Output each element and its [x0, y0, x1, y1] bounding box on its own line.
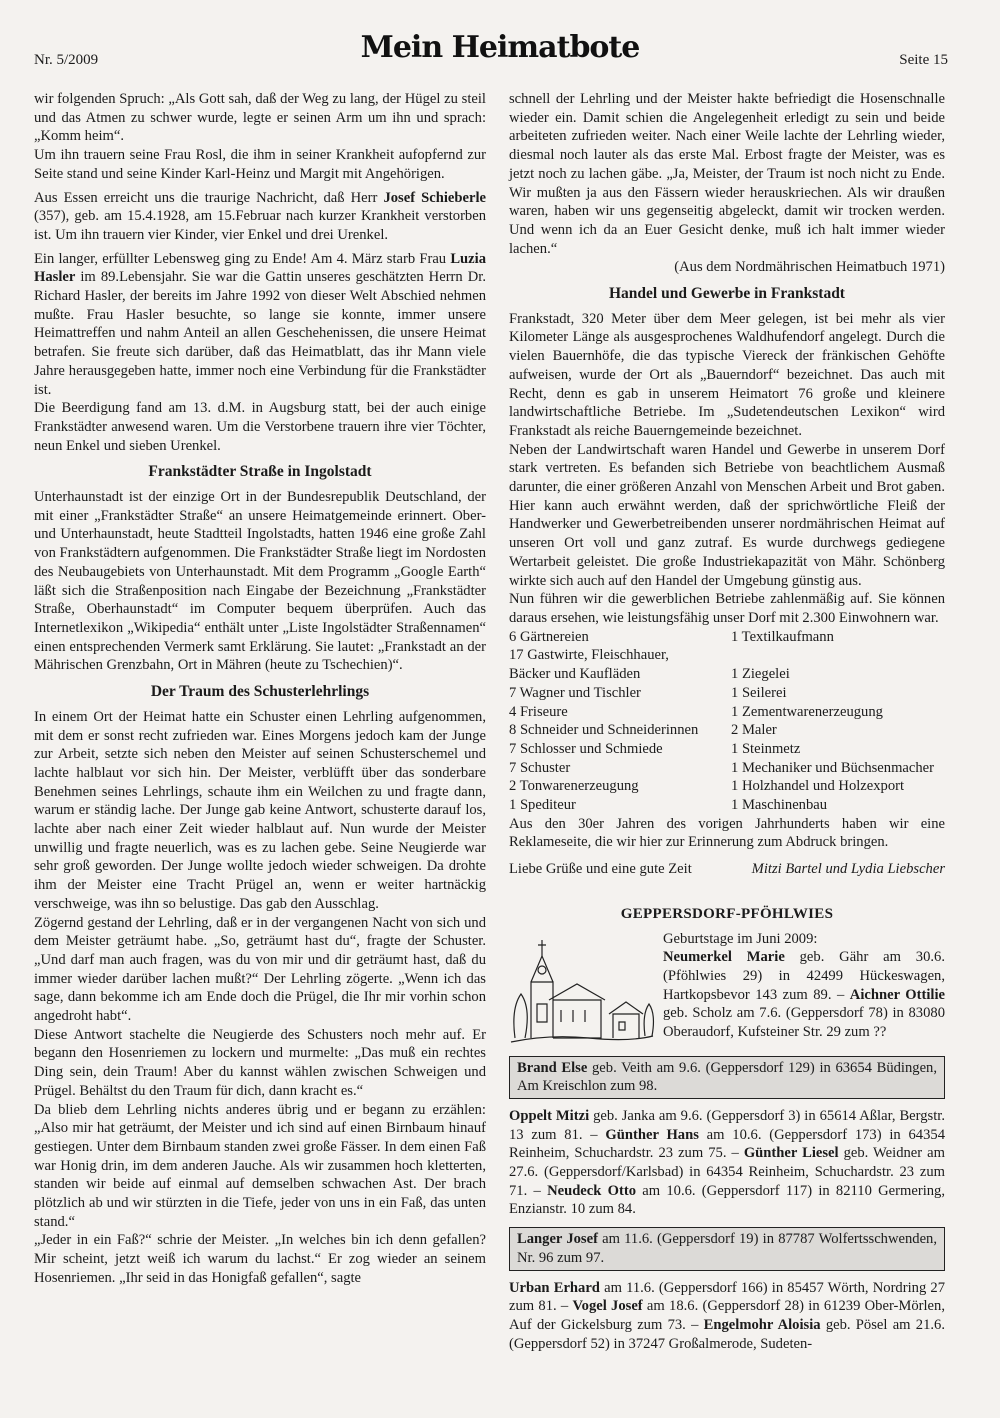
- list-item: 1 Spediteur: [509, 797, 576, 814]
- right-column: [509, 90, 945, 1353]
- highlight-box: Langer Josef am 11.6. (Geppersdorf 19) in 87787 Wolfertsschwenden, Nr. 96 zum 97.: [509, 1227, 945, 1270]
- business-list-right: [731, 628, 945, 815]
- list-item: 1 Ziegelei: [731, 666, 790, 683]
- subheading: Geburtstage im Juni 2009:: [663, 930, 818, 947]
- paragraph: „Jeder in ein Faß?“ schrie der Meister. „In welches bin ich denn gefallen? Mir scheint, jetzt weiß ich warum du lachst.“ Er zog wieder an seinem Hosenriemen. „Ihr seid in das Honigfaß gefallen“, sagte: [34, 1232, 486, 1286]
- paragraph: Frankstadt, 320 Meter über dem Meer gelegen, ist bei mehr als vier Kilometer Länge als ausgesprochenes Waldhufendorf angelegt. Durch die vielen Bauernhöfe, die das typische Viereck der fränkischen Gehöfte aufweisen, wurde der Ort als „Bauerndorf“ bezeichnet. Das auch mit Recht, denn es gab in unserem Heimatort 76 große und kleinere landwirtschaftliche Betriebe. Im „Sudetendeutschen Lexikon“ wird Frankstadt als reiche Bauerngemeinde bezeichnet.: [509, 310, 945, 439]
- source-citation: (Aus dem Nordmährischen Heimatbuch 1971): [674, 259, 945, 276]
- church-illustration: [509, 930, 655, 1048]
- highlight-box: Brand Else geb. Veith am 9.6. (Geppersdorf 129) in 63654 Büdingen, Am Kreischlon zum 98.: [509, 1056, 945, 1099]
- paragraph: Zögernd gestand der Lehrling, daß er in der vergangenen Nacht von sich und dem Meister geträumt habe. „So, geträumt hast du“, fragte der Schuster. „Und darf man auch fragen, was du von mir und dir geträumt hast, daß du immer wieder darüber lachen mußt?“ Der Lehrling zögerte. „Wenn ich das sage, dann bekomme ich am Ende doch die Prügel, die Ihr mir vorhin schon angedroht habt“.: [34, 914, 486, 1025]
- paragraph: Diese Antwort stachelte die Neugierde des Schusters noch mehr auf. Er begann den Hosenriemen zu lockern und murmelte: „Das muß ein rechtes Ding sein, dein Traum! Aber du kannst wählen zwischen Schweigen und Prügel. Behältst du den Traum für dich, dann kracht es.“: [34, 1026, 486, 1099]
- paragraph: Da blieb dem Lehrling nichts anderes übrig und er begann zu erzählen: „Also mir hat geträumt, der Meister und ich sind auf einen Birnbaum hinauf gestiegen. Unter dem Birnbaum standen zwei große Fässer. In dem einen Faß war Honig drin, im dem anderen Jauche. Als wir zusammen hoch kletterten, standen wir beide auf einmal auf demselben schwachen Ast. Der brach plötzlich ab und wir stürzten in die Tiefe, jeder von uns in ein Faß, das unten stand.“: [34, 1101, 486, 1230]
- paragraph: Ein langer, erfüllter Lebensweg ging zu Ende! Am 4. März starb Frau Luzia Hasler im 89.Lebensjahr. Sie war die Gattin unseres geschätzten Herrn Dr. Richard Hasler, der bereits im Jahre 1992 von dieser Welt Abschied nehmen mußte. Frau Hasler besuchte, so lange sie konnte, immer unsere Heimattreffen und nahm Anteil an allen Geschehenissen, die unsere Heimat betrafen. Sie freute sich darüber, daß das Heimatblatt, das ihr Mann viele Jahre herausgegeben hatte, immer noch eine Verbindung für die Frankstädter ist.: [34, 250, 486, 398]
- paragraph: Aus den 30er Jahren des vorigen Jahrhunderts haben wir eine Reklameseite, die wir hier zur Erinnerung zum Abdruck bringen.: [509, 815, 945, 851]
- business-list-left: [509, 628, 731, 815]
- greeting-line: [509, 860, 945, 879]
- list-item: 7 Schuster: [509, 759, 571, 776]
- paragraph: Neben der Landwirtschaft waren Handel und Gewerbe in unserem Dorf stark vertreten. Es befanden sich Betriebe von beachtlichem Ausmaß darunter, die einer größeren Anzahl von Menschen Arbeit und Brot gaben. Hier kann auch erwähnt werden, daß der sprichwörtliche Fleiß der Handwerker und Gewerbetreibenden unserer nordmährischen Heimat auf unseren Ort voll und ganz zutraf. Es wurde durchwegs gediegene Wertarbeit geleistet. Die große Industriekapazität von Mähr. Schönberg wirkte sich auch auf den Handel der Umgebung günstig aus.: [509, 441, 945, 589]
- list-item: 1 Holzhandel und Holzexport: [731, 778, 905, 795]
- list-item: 7 Schlosser und Schmiede: [509, 740, 663, 757]
- list-item: 8 Schneider und Schneiderinnen: [509, 722, 699, 739]
- list-item: 2 Tonwarenerzeugung: [509, 778, 639, 795]
- paragraph: wir folgenden Spruch: „Als Gott sah, daß der Weg zu lang, der Hügel zu steil und das Atmen zu schwer wurde, legte er seinen Arm um ihn und sprach: „Komm heim“.: [34, 91, 486, 145]
- person-name: Josef Schieberle: [383, 189, 486, 206]
- list-item: 1 Seilerei: [731, 684, 787, 701]
- issue-number: Nr. 5/2009: [34, 52, 99, 68]
- paragraph: Die Beerdigung fand am 13. d.M. in Augsburg statt, bei der auch einige Frankstädter anwesend waren. Um die Verstorbene trauern ihre vier Töchter, neun Enkel und sieben Urenkel.: [34, 400, 486, 454]
- birthday-entry: Urban Erhard am 11.6. (Geppersdorf 166) in 85457 Wörth, Nordring 27 zum 81. – Vogel Josef am 18.6. (Geppersdorf 28) in 61239 Ober-Mörlen, Auf der Gickelsburg zum 73. – Engelmohr Aloisia geb. Pösel am 21.6. (Geppersdorf 52) in 37247 Großalmerode, Sudeten-: [509, 1279, 945, 1352]
- section-heading: GEPPERSDORF-PFÖHLWIES: [620, 905, 834, 922]
- list-item: 2 Maler: [731, 722, 777, 739]
- paragraph: Aus Essen erreicht uns die traurige Nachricht, daß Herr Josef Schieberle (357), geb. am 15.4.1928, am 15.Februar nach kurzer Krankheit verstorben ist. Um ihn trauern vier Kinder, vier Enkel und drei Urenkel.: [34, 189, 486, 243]
- paragraph: In einem Ort der Heimat hatte ein Schuster einen Lehrling aufgenommen, mit dem er sonst recht zufrieden war. Eines Morgens jedoch kam der Junge zur Arbeit, setzte sich neben den Meister auf seinen Schusterschemel und lachte halblaut vor sich hin. Der Meister, verblüfft über das sonderbare Benehmen seines Lehrlings, schaute ihm ein Weilchen zu und fragte dann, warum er ständig lache. Der Junge gab keine Antwort, schusterte darauf los, lachte aber nach einer Zeit wieder halblaut auf. Nun wurde der Meister unwillig und fragte neuerlich, was es zu lachen gebe. Seine Neugierde war sehr groß geworden. Der Junge wollte jedoch wieder schweigen. Da drohte ihm der Meister eine Tracht Prügel an, wenn er weiter hartnäckig verschweige, was ihn so belustige. Das gab den Ausschlag.: [34, 708, 486, 912]
- list-item: Bäcker und Kaufläden: [509, 666, 641, 683]
- list-item: 7 Wagner und Tischler: [509, 684, 641, 701]
- list-item: 1 Mechaniker und Büchsenmacher: [731, 759, 935, 776]
- list-item: 1 Zementwarenerzeugung: [731, 703, 883, 720]
- list-item: 1 Steinmetz: [731, 740, 801, 757]
- section-heading: Frankstädter Straße in Ingolstadt: [148, 463, 372, 481]
- birthday-entry: Oppelt Mitzi geb. Janka am 9.6. (Geppersdorf 3) in 65614 Aßlar, Bergstr. 13 zum 81. – Günther Hans am 10.6. (Geppersdorf 173) in 64354 Reinheim, Schuchardstr. 23 zum 75. – Günther Liesel geb. Weidner am 27.6. (Geppersdorf/Karlsbad) in 64354 Reinheim, Schuchardstr. 23 zum 71. – Neudeck Otto am 10.6. (Geppersdorf 117) in 82110 Germering, Enzianstr. 10 zum 84.: [509, 1107, 945, 1218]
- left-column: [34, 90, 486, 1288]
- person-name: Luzia Hasler: [34, 250, 486, 286]
- list-item: 6 Gärtnereien: [509, 628, 589, 645]
- section-heading: Handel und Gewerbe in Frankstadt: [609, 285, 845, 303]
- list-item: 17 Gastwirte, Fleischhauer,: [509, 647, 669, 664]
- list-item: 1 Textilkaufmann: [731, 628, 834, 645]
- page-number: Seite 15: [899, 52, 948, 68]
- business-list: [509, 628, 945, 815]
- birthday-entry: Neumerkel Marie geb. Gähr am 30.6. (Pföhlwies 29) in 42499 Hückeswagen, Hartkopsbevor 143 zum 89. – Aichner Ottilie geb. Scholz am 7.6. (Geppersdorf 78) in 83080 Oberaudorf, Kufsteiner Str. 29 zum ??: [663, 949, 946, 1041]
- signature: Mitzi Bartel und Lydia Liebscher: [751, 861, 945, 878]
- greeting: Liebe Grüße und eine gute Zeit: [509, 861, 692, 878]
- paragraph: Um ihn trauern seine Frau Rosl, die ihm in seiner Krankheit aufopfernd zur Seite stand und seine Kinder Karl-Heinz und Margit mit Angehörigen.: [34, 147, 486, 182]
- paragraph: Unterhaunstadt ist der einzige Ort in der Bundesrepublik Deutschland, der mit einer „Frankstädter Straße“ an unsere Heimatgemeinde erinnert. Ober- und Unterhaunstadt, heute Stadtteil Ingolstadts, hatten 1946 eine große Zahl von Frankstädtern aufgenommen. Die Frankstädter Straße liegt im Nordosten des Neubaugebiets von Unterhaunstadt. Mit dem Programm „Google Earth“ läßt sich die Straßenposition nach Eingabe der Bezeichnung „Frankstädter Straße, Oberhaunstadt“ im Computer bequem überprüfen. Auch das Internetlexikon „Wikipedia“ enthält unter „Liste Ingolstädter Straßennamen“ einen entsprechenden Vermerk samt Erklärung. Sie lautet: „Frankstadt an der Mährischen Grenzbahn, Ort in Mähren (heute zu Tschechien)“.: [34, 489, 486, 674]
- list-item: 1 Maschinenbau: [731, 797, 828, 814]
- birthday-intro: [509, 930, 945, 1048]
- paragraph: schnell der Lehrling und der Meister hakte befriedigt die Hosenschnalle wieder ein. Damit schien die Angelegenheit erledigt zu sein und beide arbeiteten zufrieden weiter. Nach einer Weile lachte der Lehrling wieder, diesmal noch lauter als das erste Mal. Erbost fragte der Meister, was es jetzt noch zu lachen gäbe. „Ja, Meister, der Traum ist noch nicht zu Ende. Wir mußten ja aus den Fässern wieder herauskriechen. Als wir draußen waren, haben wir uns gegenseitig abgeleckt, damit wir trocken werden. Und wenn ich da an Euer Gesicht denke, muß ich halt immer wieder lachen.“: [509, 91, 945, 257]
- section-heading: Der Traum des Schusterlehrlings: [150, 683, 370, 701]
- masthead-title: Mein Heimatbote: [360, 30, 640, 65]
- paragraph: Nun führen wir die gewerblichen Betriebe zahlenmäßig auf. Sie können daraus ersehen, wie leistungsfähig unser Dorf mit 2.300 Einwohnern war.: [509, 591, 945, 626]
- list-item: 4 Friseure: [509, 703, 568, 720]
- list-item: [731, 646, 945, 665]
- birthday-intro-text: [663, 930, 945, 1048]
